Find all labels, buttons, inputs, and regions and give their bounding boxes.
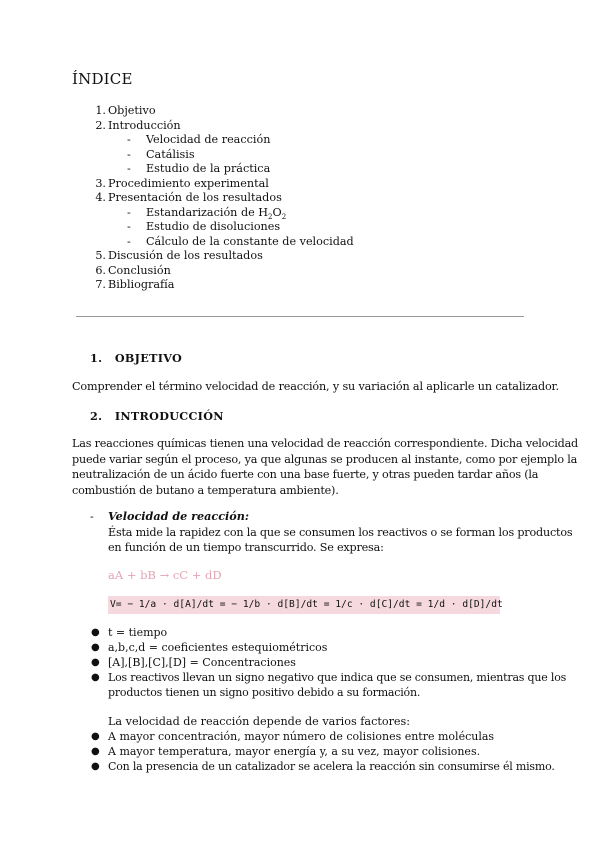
reaction-equation: aA + bB → cC + dD: [108, 568, 222, 582]
list-item: [A],[B],[C],[D] = Concentraciones: [108, 656, 296, 669]
toc-item[interactable]: [0, 119, 600, 134]
subsection-title-velocidad: Velocidad de reacción:: [108, 509, 250, 523]
index-title: ÍNDICE: [72, 70, 133, 88]
toc-subitem[interactable]: [0, 133, 600, 148]
toc-label: Bibliografía: [108, 278, 175, 291]
toc-number: 7.: [95, 278, 106, 291]
toc-dash: -: [127, 234, 131, 248]
toc-dash: -: [127, 133, 131, 146]
bullet-icon: ●: [91, 746, 100, 757]
toc-item[interactable]: [0, 278, 600, 293]
toc-subitem[interactable]: [0, 235, 600, 250]
toc-number: 1.: [95, 104, 106, 117]
toc-number: 2.: [95, 118, 106, 132]
toc-label: Discusión de los resultados: [108, 249, 263, 262]
toc-number: 5.: [95, 249, 106, 262]
toc-label: Presentación de los resultados: [108, 191, 282, 204]
toc-dash: -: [127, 162, 131, 175]
toc-subitem[interactable]: [0, 206, 600, 221]
paragraph-line: neutralización de un ácido fuerte con una base fuerte, y otras pueden tardar años (la: [72, 468, 539, 481]
bullet-icon: ●: [91, 642, 100, 653]
toc-label: Objetivo: [108, 104, 156, 117]
paragraph-line: combustión de butano a temperatura ambiente).: [72, 483, 339, 497]
toc-dash: -: [127, 205, 131, 219]
toc-sublabel-h2o2: Estandarización de $H_2O_2$: [146, 205, 287, 221]
toc-item[interactable]: [0, 264, 600, 279]
toc-sublabel: Estudio de la práctica: [146, 162, 271, 175]
toc-dash: -: [127, 147, 131, 161]
rate-formula: V= − 1/a · d[A]/dt = − 1/b · d[B]/dt = 1/c · d[C]/dt = 1/d · d[D]/dt: [108, 596, 500, 614]
toc-sublabel: Velocidad de reacción: [146, 133, 271, 146]
toc-item[interactable]: [0, 177, 600, 192]
factors-intro: La velocidad de reacción depende de varios factores:: [108, 715, 411, 728]
list-item: Con la presencia de un catalizador se acelera la reacción sin consumirse él mismo.: [108, 760, 555, 773]
paragraph-line: Las reacciones químicas tienen una velocidad de reacción correspondiente. Dicha velocidad: [72, 437, 579, 450]
objetivo-text: Comprender el término velocidad de reacción, y su variación al aplicarle un catalizador.: [72, 380, 559, 393]
toc-sublabel: Catálisis: [146, 147, 195, 161]
toc-sublabel: Estudio de disoluciones: [146, 220, 281, 233]
bullet-icon: ●: [91, 731, 100, 742]
list-item: A mayor temperatura, mayor energía y, a su vez, mayor colisiones.: [108, 745, 481, 758]
toc-number: 6.: [95, 263, 106, 277]
toc-number: 4.: [95, 191, 106, 204]
list-item-continuation: productos tienen un signo positivo debido a su formación.: [108, 686, 421, 699]
toc-label: Procedimiento experimental: [108, 176, 269, 190]
list-item: A mayor concentración, mayor número de colisiones entre moléculas: [108, 730, 495, 743]
toc-dash: -: [127, 220, 131, 233]
bullet-icon: ●: [91, 761, 100, 772]
section-heading-objetivo: 1. OBJETIVO: [90, 351, 183, 365]
subsection-dash: -: [90, 510, 94, 523]
section-heading-introduccion: 2. INTRODUCCIÓN: [90, 409, 224, 423]
toc-item[interactable]: [0, 104, 600, 119]
toc-number: 3.: [95, 176, 106, 190]
bullet-icon: ●: [91, 672, 100, 683]
toc-label: Conclusión: [108, 263, 171, 277]
toc-item[interactable]: [0, 249, 600, 264]
list-item: Los reactivos llevan un signo negativo que indica que se consumen, mientras que los: [108, 671, 567, 684]
horizontal-divider: [76, 316, 524, 317]
velocidad-text-line: Ésta mide la rapidez con la que se consumen los reactivos o se forman los productos: [108, 526, 573, 539]
toc-subitem[interactable]: [0, 220, 600, 235]
toc-sublabel: Cálculo de la constante de velocidad: [146, 234, 354, 248]
list-item: a,b,c,d = coeficientes estequiométricos: [108, 641, 328, 654]
velocidad-text-line: en función de un tiempo transcurrido. Se expresa:: [108, 541, 384, 554]
toc-item[interactable]: [0, 191, 600, 206]
toc-label: Introducción: [108, 118, 181, 132]
list-item: t = tiempo: [108, 626, 168, 639]
paragraph-line: puede variar según el proceso, ya que algunas se producen al instante, como por ejemplo la: [72, 452, 578, 466]
bullet-icon: ●: [91, 627, 100, 638]
toc-subitem[interactable]: [0, 148, 600, 163]
bullet-icon: ●: [91, 657, 100, 668]
toc-subitem[interactable]: [0, 162, 600, 177]
